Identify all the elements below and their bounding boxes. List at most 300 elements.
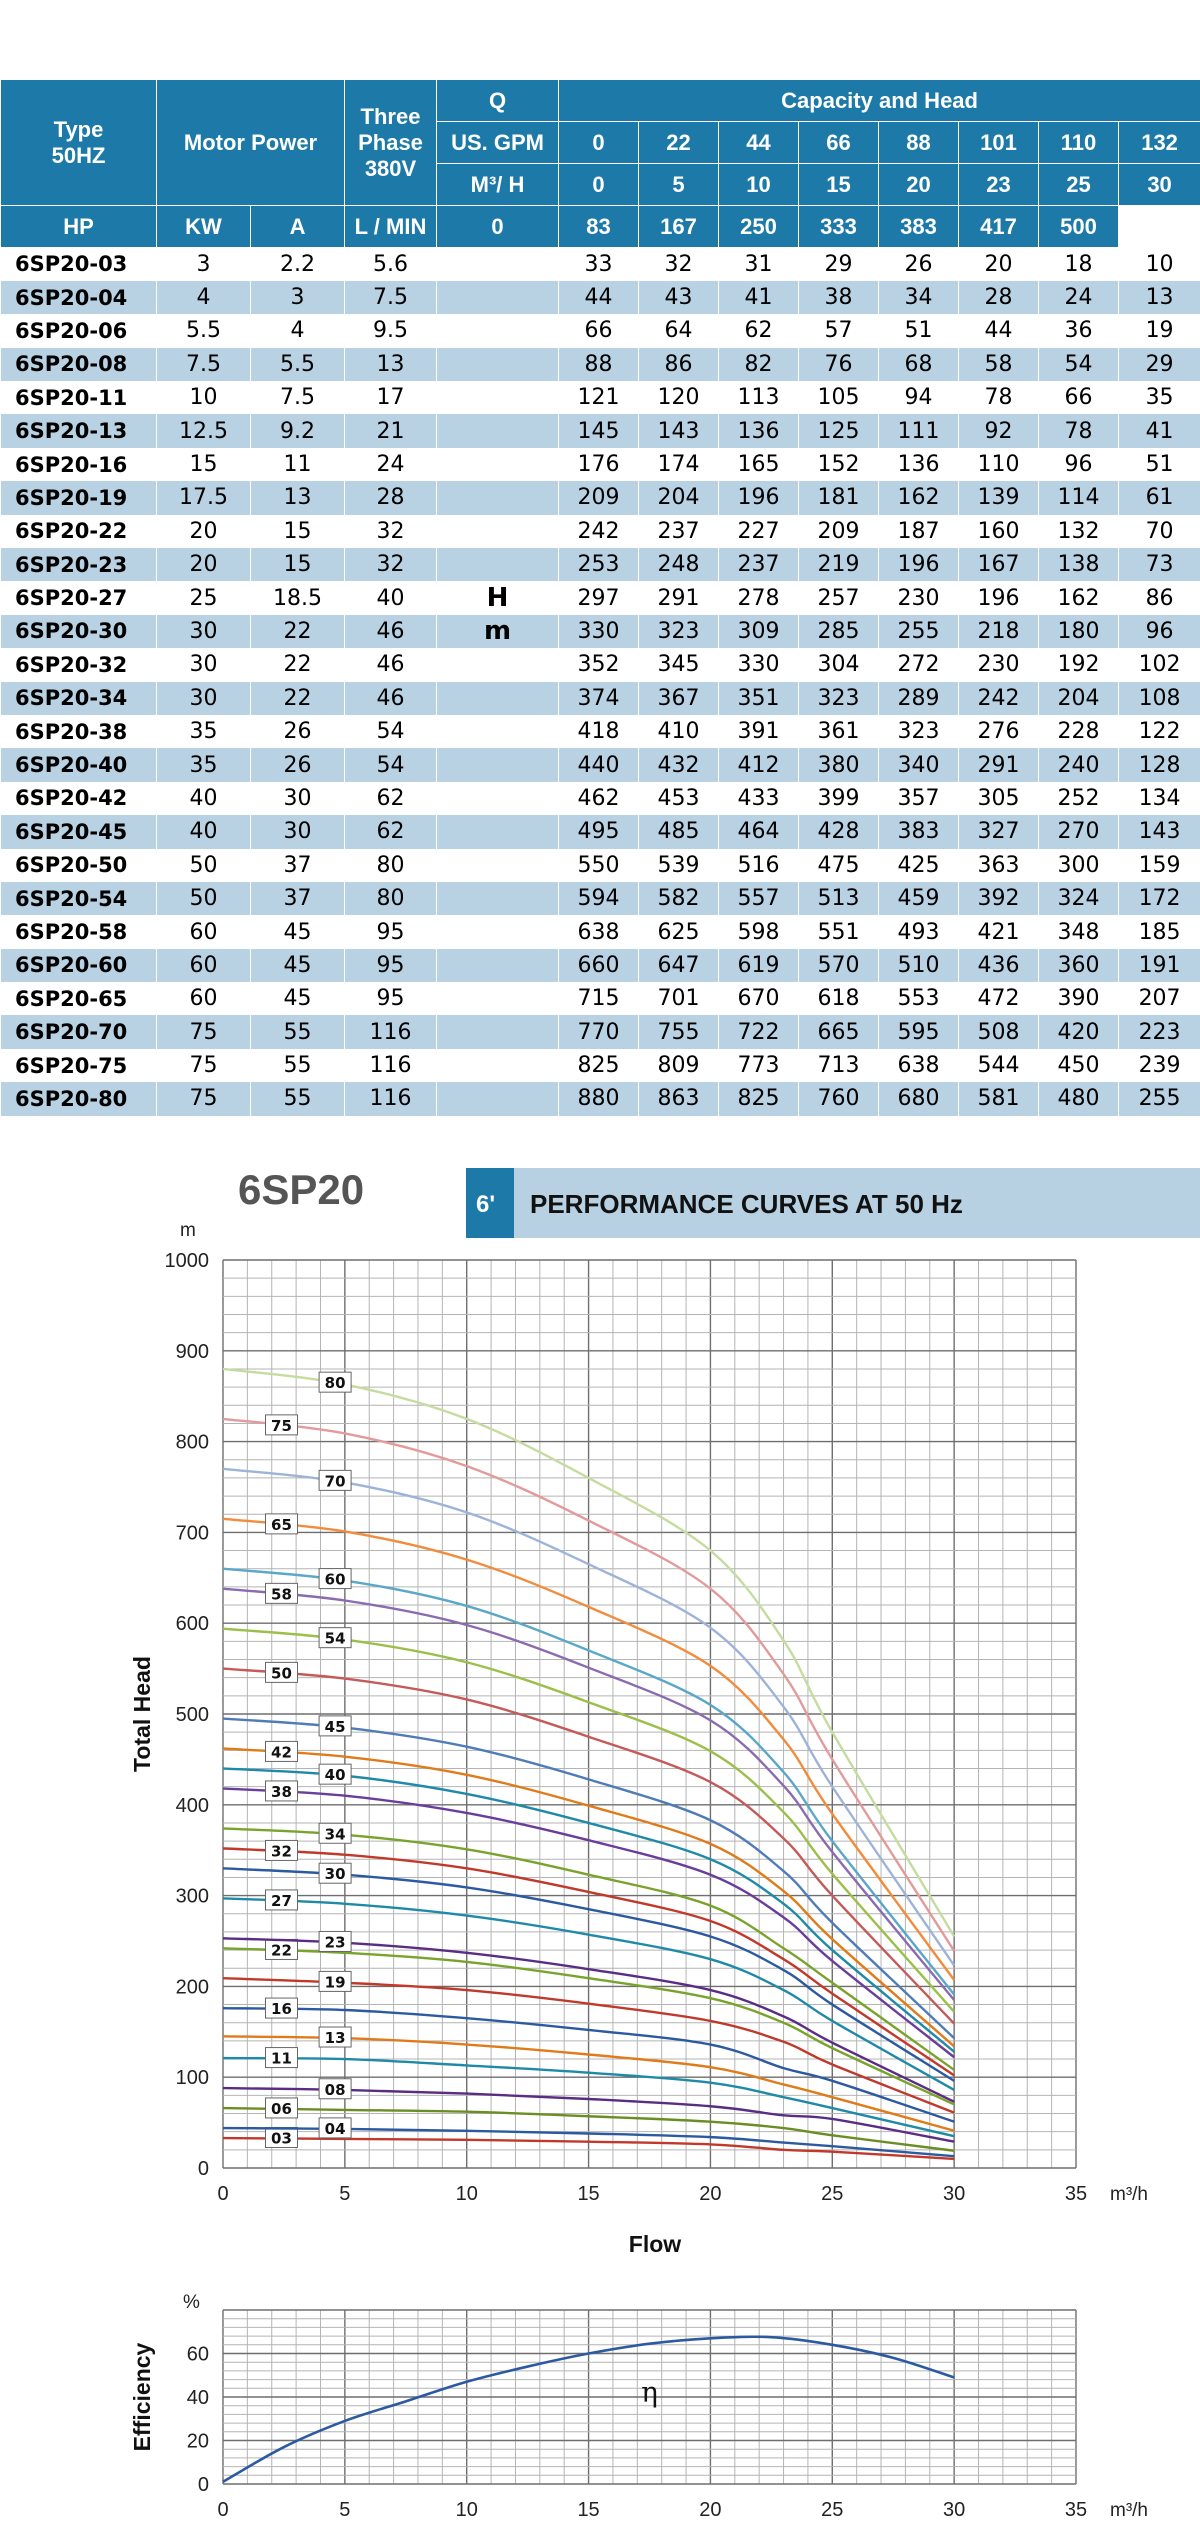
eff-y-tick-label: 60 xyxy=(186,2343,209,2366)
kw-header: KW xyxy=(157,206,251,248)
amp-cell: 62 xyxy=(345,782,437,815)
head-value-cell: 66 xyxy=(1039,381,1119,414)
head-value-cell: 713 xyxy=(799,1049,879,1082)
head-value-cell: 209 xyxy=(559,481,639,514)
head-value-cell: 291 xyxy=(639,581,719,614)
eff-y-tick-label: 0 xyxy=(197,2474,209,2496)
head-value-cell: 345 xyxy=(639,648,719,681)
amp-cell: 62 xyxy=(345,815,437,848)
head-value-cell: 300 xyxy=(1039,849,1119,882)
eff-x-tick-label: 20 xyxy=(699,2499,722,2521)
head-value-cell: 770 xyxy=(559,1015,639,1048)
table-row xyxy=(1,314,1200,347)
y-tick-label: 400 xyxy=(175,1794,209,1817)
lmin-cell: 0 xyxy=(437,206,559,248)
eta-annotation: η xyxy=(641,2375,658,2409)
head-value-cell: 436 xyxy=(959,949,1039,982)
hp-cell: 15 xyxy=(157,448,251,481)
head-value-cell: 508 xyxy=(959,1015,1039,1048)
eff-x-tick-label: 0 xyxy=(217,2499,229,2521)
head-unit-cell xyxy=(437,815,559,848)
kw-cell: 15 xyxy=(251,548,345,581)
model-cell: 6SP20-34 xyxy=(1,682,157,715)
head-value-cell: 410 xyxy=(639,715,719,748)
head-value-cell: 480 xyxy=(1039,1082,1119,1115)
amp-cell: 54 xyxy=(345,715,437,748)
kw-cell: 26 xyxy=(251,715,345,748)
kw-cell: 26 xyxy=(251,748,345,781)
series-label-04: 04 xyxy=(324,2119,346,2138)
series-label-38: 38 xyxy=(271,1782,292,1801)
head-value-cell: 440 xyxy=(559,748,639,781)
head-value-cell: 625 xyxy=(639,915,719,948)
head-unit-cell xyxy=(437,849,559,882)
head-unit-cell xyxy=(437,715,559,748)
head-value-cell: 96 xyxy=(1119,615,1200,648)
head-value-cell: 327 xyxy=(959,815,1039,848)
kw-cell: 18.5 xyxy=(251,581,345,614)
amp-cell: 46 xyxy=(345,682,437,715)
head-value-cell: 180 xyxy=(1039,615,1119,648)
usgpm-cell: 44 xyxy=(719,122,799,164)
y-tick-label: 700 xyxy=(175,1522,209,1545)
head-value-cell: 278 xyxy=(719,581,799,614)
head-value-cell: 670 xyxy=(719,982,799,1015)
kw-cell: 2.2 xyxy=(251,248,345,281)
usgpm-cell: 132 xyxy=(1119,122,1200,164)
head-value-cell: 209 xyxy=(799,515,879,548)
y-tick-label: 300 xyxy=(175,1885,209,1908)
amp-cell: 40 xyxy=(345,581,437,614)
kw-cell: 37 xyxy=(251,849,345,882)
model-cell: 6SP20-04 xyxy=(1,281,157,314)
head-value-cell: 544 xyxy=(959,1049,1039,1082)
head-value-cell: 230 xyxy=(879,581,959,614)
head-value-cell: 412 xyxy=(719,748,799,781)
head-unit-cell xyxy=(437,548,559,581)
head-unit-cell: H xyxy=(437,581,559,614)
series-label-03: 03 xyxy=(271,2129,292,2148)
head-value-cell: 152 xyxy=(799,448,879,481)
x-axis-title: Flow xyxy=(628,2231,682,2257)
kw-cell: 13 xyxy=(251,481,345,514)
y-axis-title: Total Head xyxy=(129,1656,155,1772)
amp-cell: 28 xyxy=(345,481,437,514)
head-value-cell: 432 xyxy=(639,748,719,781)
head-value-cell: 255 xyxy=(1119,1082,1200,1115)
series-label-80: 80 xyxy=(324,1374,346,1393)
head-value-cell: 122 xyxy=(1119,715,1200,748)
head-value-cell: 598 xyxy=(719,915,799,948)
head-value-cell: 390 xyxy=(1039,982,1119,1015)
series-label-40: 40 xyxy=(324,1766,346,1785)
head-value-cell: 773 xyxy=(719,1049,799,1082)
head-value-cell: 68 xyxy=(879,348,959,381)
three-phase-header: Three Phase 380V xyxy=(345,80,437,206)
head-value-cell: 570 xyxy=(799,949,879,982)
lmin-label: L / MIN xyxy=(345,206,437,248)
kw-cell: 3 xyxy=(251,281,345,314)
series-label-60: 60 xyxy=(324,1570,346,1589)
m3h-label: M³/ H xyxy=(437,164,559,206)
kw-cell: 4 xyxy=(251,314,345,347)
head-value-cell: 227 xyxy=(719,515,799,548)
amp-cell: 46 xyxy=(345,648,437,681)
head-value-cell: 132 xyxy=(1039,515,1119,548)
x-tick-label: 0 xyxy=(217,2183,229,2205)
model-cell: 6SP20-22 xyxy=(1,515,157,548)
hp-header: HP xyxy=(1,206,157,248)
head-value-cell: 237 xyxy=(719,548,799,581)
head-value-cell: 240 xyxy=(1039,748,1119,781)
head-value-cell: 272 xyxy=(879,648,959,681)
head-value-cell: 162 xyxy=(879,481,959,514)
head-value-cell: 392 xyxy=(959,882,1039,915)
head-value-cell: 291 xyxy=(959,748,1039,781)
head-value-cell: 128 xyxy=(1119,748,1200,781)
model-cell: 6SP20-32 xyxy=(1,648,157,681)
head-value-cell: 495 xyxy=(559,815,639,848)
series-label-65: 65 xyxy=(271,1515,292,1534)
head-value-cell: 176 xyxy=(559,448,639,481)
model-cell: 6SP20-45 xyxy=(1,815,157,848)
head-value-cell: 289 xyxy=(879,682,959,715)
table-row xyxy=(1,581,1200,614)
y-tick-label: 500 xyxy=(175,1704,209,1726)
head-value-cell: 73 xyxy=(1119,548,1200,581)
head-unit-cell: m xyxy=(437,615,559,648)
head-value-cell: 57 xyxy=(799,314,879,347)
head-value-cell: 230 xyxy=(959,648,1039,681)
model-cell: 6SP20-16 xyxy=(1,448,157,481)
eff-x-tick-label: 30 xyxy=(943,2499,966,2521)
model-cell: 6SP20-60 xyxy=(1,949,157,982)
head-unit-cell xyxy=(437,1049,559,1082)
head-value-cell: 348 xyxy=(1039,915,1119,948)
head-value-cell: 20 xyxy=(959,248,1039,281)
amp-cell: 24 xyxy=(345,448,437,481)
model-cell: 6SP20-40 xyxy=(1,748,157,781)
head-value-cell: 305 xyxy=(959,782,1039,815)
hp-cell: 35 xyxy=(157,748,251,781)
efficiency-chart xyxy=(129,2292,1148,2521)
head-value-cell: 553 xyxy=(879,982,959,1015)
lmin-cell: 83 xyxy=(559,206,639,248)
head-value-cell: 755 xyxy=(639,1015,719,1048)
table-row xyxy=(1,248,1200,281)
amp-cell: 116 xyxy=(345,1015,437,1048)
head-value-cell: 174 xyxy=(639,448,719,481)
head-value-cell: 863 xyxy=(639,1082,719,1115)
head-value-cell: 108 xyxy=(1119,682,1200,715)
head-value-cell: 809 xyxy=(639,1049,719,1082)
kw-cell: 22 xyxy=(251,615,345,648)
head-value-cell: 680 xyxy=(879,1082,959,1115)
hp-cell: 40 xyxy=(157,815,251,848)
head-value-cell: 242 xyxy=(959,682,1039,715)
lmin-cell: 383 xyxy=(879,206,959,248)
head-unit-cell xyxy=(437,448,559,481)
head-value-cell: 29 xyxy=(1119,348,1200,381)
head-value-cell: 323 xyxy=(799,682,879,715)
head-value-cell: 78 xyxy=(1039,414,1119,447)
head-value-cell: 237 xyxy=(639,515,719,548)
head-value-cell: 330 xyxy=(719,648,799,681)
y-tick-label: 600 xyxy=(175,1613,209,1636)
amp-cell: 9.5 xyxy=(345,314,437,347)
table-row xyxy=(1,949,1200,982)
head-value-cell: 715 xyxy=(559,982,639,1015)
table-row xyxy=(1,648,1200,681)
model-cell: 6SP20-70 xyxy=(1,1015,157,1048)
head-value-cell: 26 xyxy=(879,248,959,281)
head-value-cell: 160 xyxy=(959,515,1039,548)
model-cell: 6SP20-03 xyxy=(1,248,157,281)
head-value-cell: 374 xyxy=(559,682,639,715)
amp-cell: 95 xyxy=(345,949,437,982)
x-tick-label: 10 xyxy=(455,2183,478,2205)
series-label-75: 75 xyxy=(271,1416,292,1435)
head-value-cell: 120 xyxy=(639,381,719,414)
x-tick-label: 25 xyxy=(821,2183,844,2205)
y-unit-label: m xyxy=(180,1220,196,1241)
head-value-cell: 594 xyxy=(559,882,639,915)
head-value-cell: 472 xyxy=(959,982,1039,1015)
head-value-cell: 191 xyxy=(1119,949,1200,982)
head-value-cell: 136 xyxy=(719,414,799,447)
table-row xyxy=(1,748,1200,781)
kw-cell: 7.5 xyxy=(251,381,345,414)
type-header: Type 50HZ xyxy=(1,80,157,206)
head-value-cell: 475 xyxy=(799,849,879,882)
head-value-cell: 351 xyxy=(719,682,799,715)
head-value-cell: 367 xyxy=(639,682,719,715)
head-value-cell: 111 xyxy=(879,414,959,447)
amp-cell: 32 xyxy=(345,548,437,581)
capacity-head-header: Capacity and Head xyxy=(559,80,1200,122)
head-value-cell: 880 xyxy=(559,1082,639,1115)
head-value-cell: 78 xyxy=(959,381,1039,414)
table-row xyxy=(1,281,1200,314)
kw-cell: 45 xyxy=(251,982,345,1015)
amp-cell: 116 xyxy=(345,1082,437,1115)
model-cell: 6SP20-38 xyxy=(1,715,157,748)
m3h-cell: 23 xyxy=(959,164,1039,206)
model-cell: 6SP20-42 xyxy=(1,782,157,815)
x-tick-label: 20 xyxy=(699,2183,722,2205)
eff-x-tick-label: 10 xyxy=(455,2499,478,2521)
head-value-cell: 102 xyxy=(1119,648,1200,681)
table-row xyxy=(1,381,1200,414)
series-label-23: 23 xyxy=(324,1933,346,1952)
series-label-27: 27 xyxy=(271,1891,292,1910)
model-cell: 6SP20-19 xyxy=(1,481,157,514)
hp-cell: 60 xyxy=(157,949,251,982)
hp-cell: 17.5 xyxy=(157,481,251,514)
head-value-cell: 61 xyxy=(1119,481,1200,514)
head-value-cell: 162 xyxy=(1039,581,1119,614)
head-value-cell: 420 xyxy=(1039,1015,1119,1048)
head-value-cell: 248 xyxy=(639,548,719,581)
usgpm-cell: 22 xyxy=(639,122,719,164)
table-row xyxy=(1,481,1200,514)
head-value-cell: 31 xyxy=(719,248,799,281)
head-value-cell: 297 xyxy=(559,581,639,614)
head-unit-cell xyxy=(437,782,559,815)
head-value-cell: 223 xyxy=(1119,1015,1200,1048)
head-value-cell: 618 xyxy=(799,982,879,1015)
head-value-cell: 340 xyxy=(879,748,959,781)
head-value-cell: 64 xyxy=(639,314,719,347)
head-value-cell: 121 xyxy=(559,381,639,414)
head-unit-cell xyxy=(437,682,559,715)
kw-cell: 22 xyxy=(251,648,345,681)
model-cell: 6SP20-50 xyxy=(1,849,157,882)
head-value-cell: 428 xyxy=(799,815,879,848)
head-value-cell: 143 xyxy=(639,414,719,447)
head-value-cell: 619 xyxy=(719,949,799,982)
table-row xyxy=(1,1049,1200,1082)
amp-header: A xyxy=(251,206,345,248)
hp-cell: 40 xyxy=(157,782,251,815)
m3h-cell: 10 xyxy=(719,164,799,206)
head-value-cell: 357 xyxy=(879,782,959,815)
head-value-cell: 516 xyxy=(719,849,799,882)
m3h-cell: 15 xyxy=(799,164,879,206)
series-label-11: 11 xyxy=(271,2049,292,2068)
head-value-cell: 825 xyxy=(719,1082,799,1115)
head-value-cell: 51 xyxy=(1119,448,1200,481)
head-value-cell: 760 xyxy=(799,1082,879,1115)
head-unit-cell xyxy=(437,1015,559,1048)
m3h-cell: 20 xyxy=(879,164,959,206)
table-row xyxy=(1,782,1200,815)
banner-title: PERFORMANCE CURVES AT 50 Hz xyxy=(530,1189,963,1219)
head-value-cell: 450 xyxy=(1039,1049,1119,1082)
hp-cell: 12.5 xyxy=(157,414,251,447)
m3h-cell: 0 xyxy=(559,164,639,206)
head-value-cell: 464 xyxy=(719,815,799,848)
head-value-cell: 722 xyxy=(719,1015,799,1048)
kw-cell: 9.2 xyxy=(251,414,345,447)
head-value-cell: 38 xyxy=(799,281,879,314)
x-unit-label: m³/h xyxy=(1110,2184,1148,2205)
series-label-30: 30 xyxy=(324,1865,346,1884)
head-value-cell: 513 xyxy=(799,882,879,915)
head-value-cell: 383 xyxy=(879,815,959,848)
head-value-cell: 36 xyxy=(1039,314,1119,347)
table-row xyxy=(1,849,1200,882)
head-value-cell: 113 xyxy=(719,381,799,414)
head-value-cell: 34 xyxy=(879,281,959,314)
amp-cell: 32 xyxy=(345,515,437,548)
head-value-cell: 58 xyxy=(959,348,1039,381)
head-value-cell: 192 xyxy=(1039,648,1119,681)
head-value-cell: 239 xyxy=(1119,1049,1200,1082)
head-value-cell: 485 xyxy=(639,815,719,848)
head-curve-chart xyxy=(129,1220,1148,2257)
lmin-cell: 333 xyxy=(799,206,879,248)
head-value-cell: 41 xyxy=(1119,414,1200,447)
head-value-cell: 352 xyxy=(559,648,639,681)
y-tick-label: 900 xyxy=(175,1340,209,1363)
hp-cell: 30 xyxy=(157,682,251,715)
head-value-cell: 204 xyxy=(1039,682,1119,715)
head-value-cell: 114 xyxy=(1039,481,1119,514)
head-value-cell: 139 xyxy=(959,481,1039,514)
eff-y-unit-label: % xyxy=(183,2292,200,2313)
head-value-cell: 43 xyxy=(639,281,719,314)
y-tick-label: 800 xyxy=(175,1431,209,1454)
head-value-cell: 219 xyxy=(799,548,879,581)
head-value-cell: 361 xyxy=(799,715,879,748)
hp-cell: 3 xyxy=(157,248,251,281)
head-value-cell: 453 xyxy=(639,782,719,815)
head-value-cell: 595 xyxy=(879,1015,959,1048)
series-label-58: 58 xyxy=(271,1585,292,1604)
head-value-cell: 181 xyxy=(799,481,879,514)
head-value-cell: 253 xyxy=(559,548,639,581)
head-value-cell: 399 xyxy=(799,782,879,815)
model-cell: 6SP20-30 xyxy=(1,615,157,648)
head-unit-cell xyxy=(437,281,559,314)
y-tick-label: 0 xyxy=(197,2158,209,2180)
head-value-cell: 185 xyxy=(1119,915,1200,948)
head-value-cell: 391 xyxy=(719,715,799,748)
lmin-cell: 500 xyxy=(1039,206,1119,248)
amp-cell: 13 xyxy=(345,348,437,381)
head-value-cell: 187 xyxy=(879,515,959,548)
head-value-cell: 196 xyxy=(879,548,959,581)
amp-cell: 54 xyxy=(345,748,437,781)
head-value-cell: 550 xyxy=(559,849,639,882)
head-value-cell: 159 xyxy=(1119,849,1200,882)
kw-cell: 45 xyxy=(251,915,345,948)
table-row xyxy=(1,615,1200,648)
head-value-cell: 304 xyxy=(799,648,879,681)
head-value-cell: 172 xyxy=(1119,882,1200,915)
head-value-cell: 638 xyxy=(879,1049,959,1082)
head-unit-cell xyxy=(437,481,559,514)
head-value-cell: 134 xyxy=(1119,782,1200,815)
series-label-16: 16 xyxy=(271,2000,292,2019)
series-label-42: 42 xyxy=(271,1743,292,1762)
x-tick-label: 35 xyxy=(1064,2183,1088,2205)
head-value-cell: 136 xyxy=(879,448,959,481)
hp-cell: 50 xyxy=(157,849,251,882)
table-row xyxy=(1,1015,1200,1048)
head-value-cell: 701 xyxy=(639,982,719,1015)
head-unit-cell xyxy=(437,648,559,681)
head-value-cell: 647 xyxy=(639,949,719,982)
table-row xyxy=(1,982,1200,1015)
amp-cell: 17 xyxy=(345,381,437,414)
table-row xyxy=(1,815,1200,848)
head-value-cell: 665 xyxy=(799,1015,879,1048)
hp-cell: 25 xyxy=(157,581,251,614)
y-tick-label: 200 xyxy=(175,1976,209,1999)
eff-y-axis-title: Efficiency xyxy=(129,2342,155,2452)
head-value-cell: 66 xyxy=(559,314,639,347)
head-value-cell: 86 xyxy=(1119,581,1200,614)
head-value-cell: 660 xyxy=(559,949,639,982)
amp-cell: 80 xyxy=(345,882,437,915)
head-value-cell: 204 xyxy=(639,481,719,514)
kw-cell: 37 xyxy=(251,882,345,915)
head-value-cell: 51 xyxy=(879,314,959,347)
head-value-cell: 44 xyxy=(959,314,1039,347)
head-value-cell: 88 xyxy=(559,348,639,381)
